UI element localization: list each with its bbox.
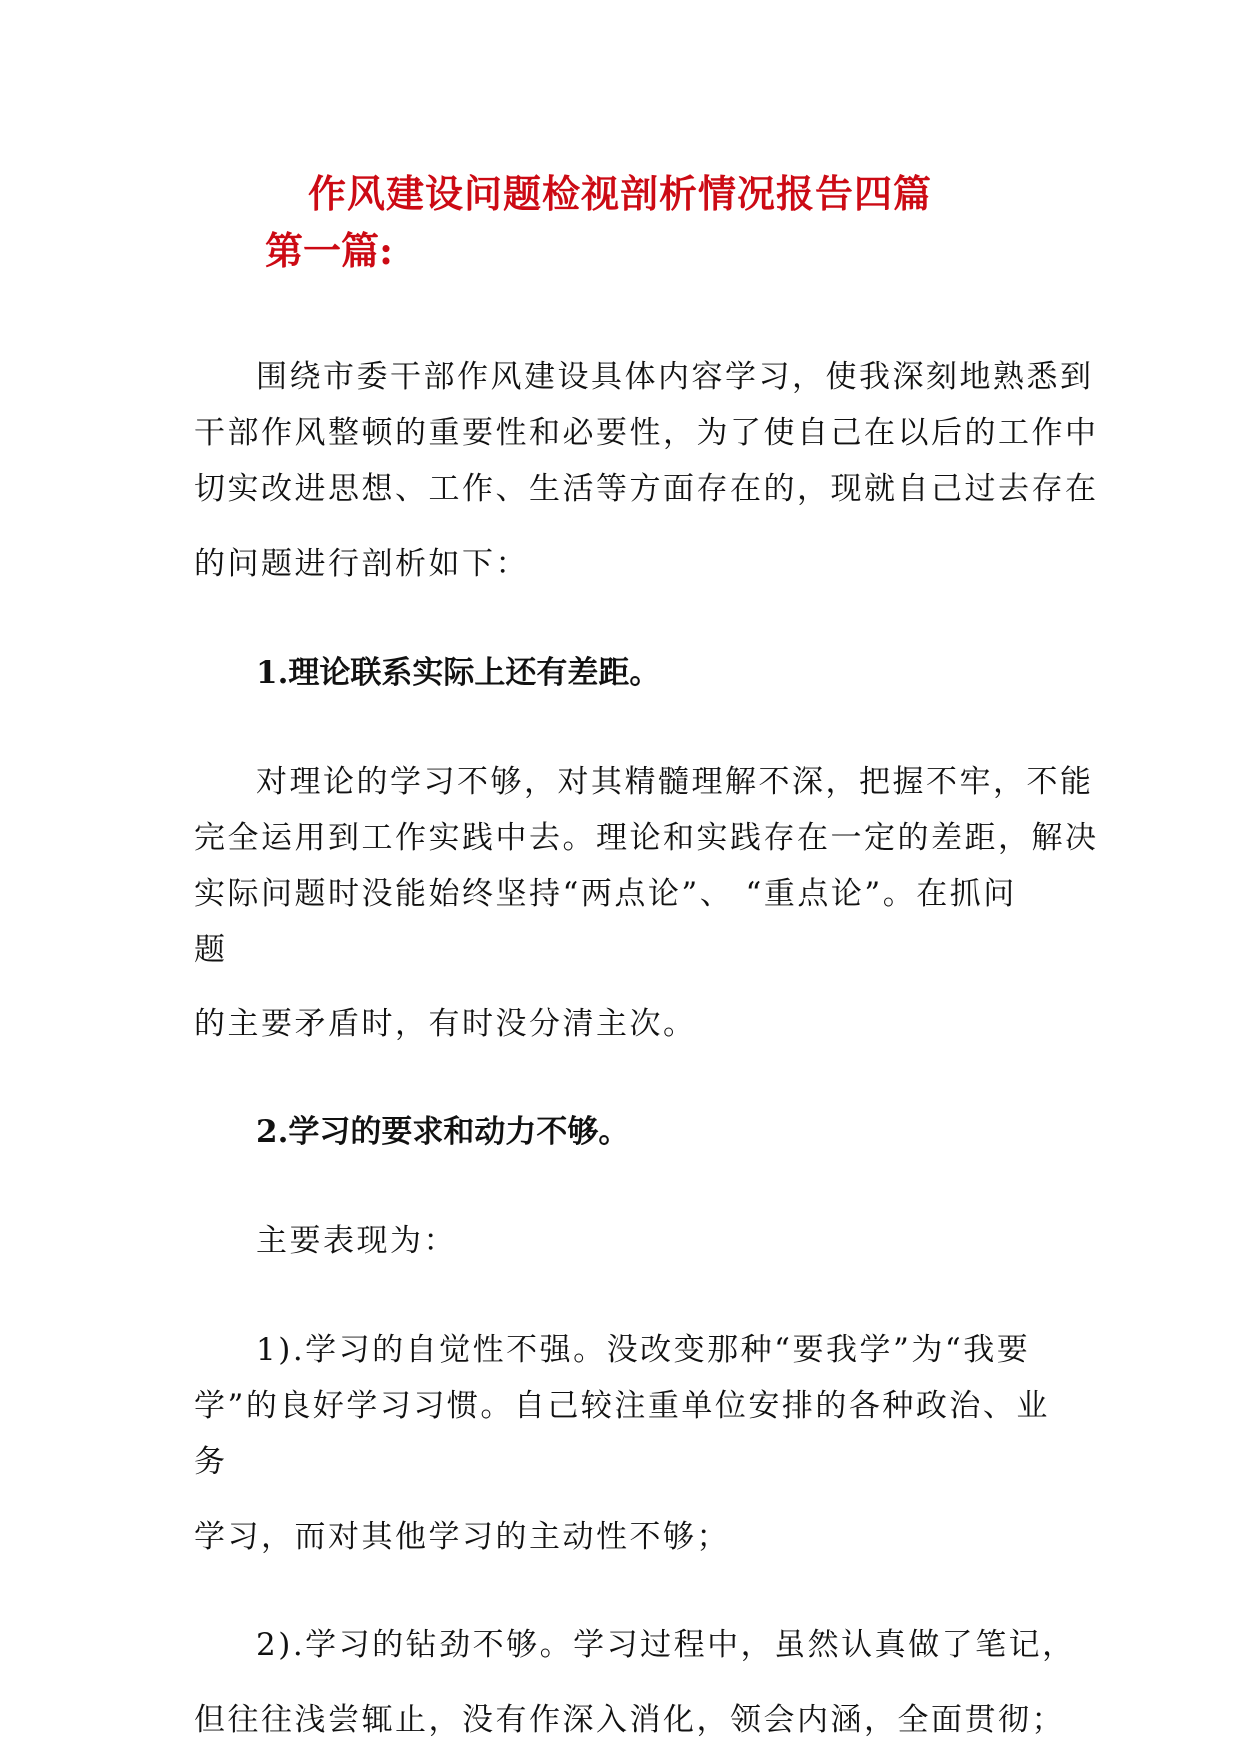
paragraph-line: 干部作风整顿的重要性和必要性，为了使自己在以后的工作中	[194, 415, 1099, 451]
paragraph-line: 务	[194, 1444, 228, 1480]
section-title: 第一篇:	[265, 228, 394, 273]
paragraph-line: 完全运用到工作实践中去。理论和实践存在一定的差距，解决	[194, 820, 1099, 856]
paragraph-line: 实际问题时没能始终坚持“两点论”、 “重点论”。在抓问	[194, 876, 1017, 912]
paragraph-line: 题	[194, 932, 228, 968]
section-heading: 1.理论联系实际上还有差距。	[256, 655, 661, 691]
paragraph-line: 围绕市委干部作风建设具体内容学习，使我深刻地熟悉到	[256, 359, 1094, 395]
paragraph-line: 的问题进行剖析如下：	[194, 546, 529, 582]
paragraph-line: 但往往浅尝辄止，没有作深入消化，领会内涵，全面贯彻；	[194, 1702, 1065, 1738]
paragraph-line: 2).学习的钻劲不够。学习过程中，虽然认真做了笔记，	[256, 1627, 1076, 1663]
document-title: 作风建设问题检视剖析情况报告四篇	[307, 171, 932, 216]
section-heading: 2.学习的要求和动力不够。	[256, 1114, 630, 1150]
paragraph-line: 对理论的学习不够，对其精髓理解不深，把握不牢，不能	[256, 764, 1094, 800]
paragraph-line: 1).学习的自觉性不强。没改变那种“要我学”为“我要	[256, 1332, 1031, 1368]
paragraph-line: 学”的良好学习习惯。自己较注重单位安排的各种政治、业	[194, 1388, 1050, 1424]
paragraph-line: 切实改进思想、工作、生活等方面存在的，现就自己过去存在	[194, 471, 1099, 507]
paragraph-line: 的主要矛盾时，有时没分清主次。	[194, 1006, 697, 1042]
paragraph-line: 学习，而对其他学习的主动性不够；	[194, 1519, 730, 1555]
paragraph-line: 主要表现为：	[256, 1223, 457, 1259]
